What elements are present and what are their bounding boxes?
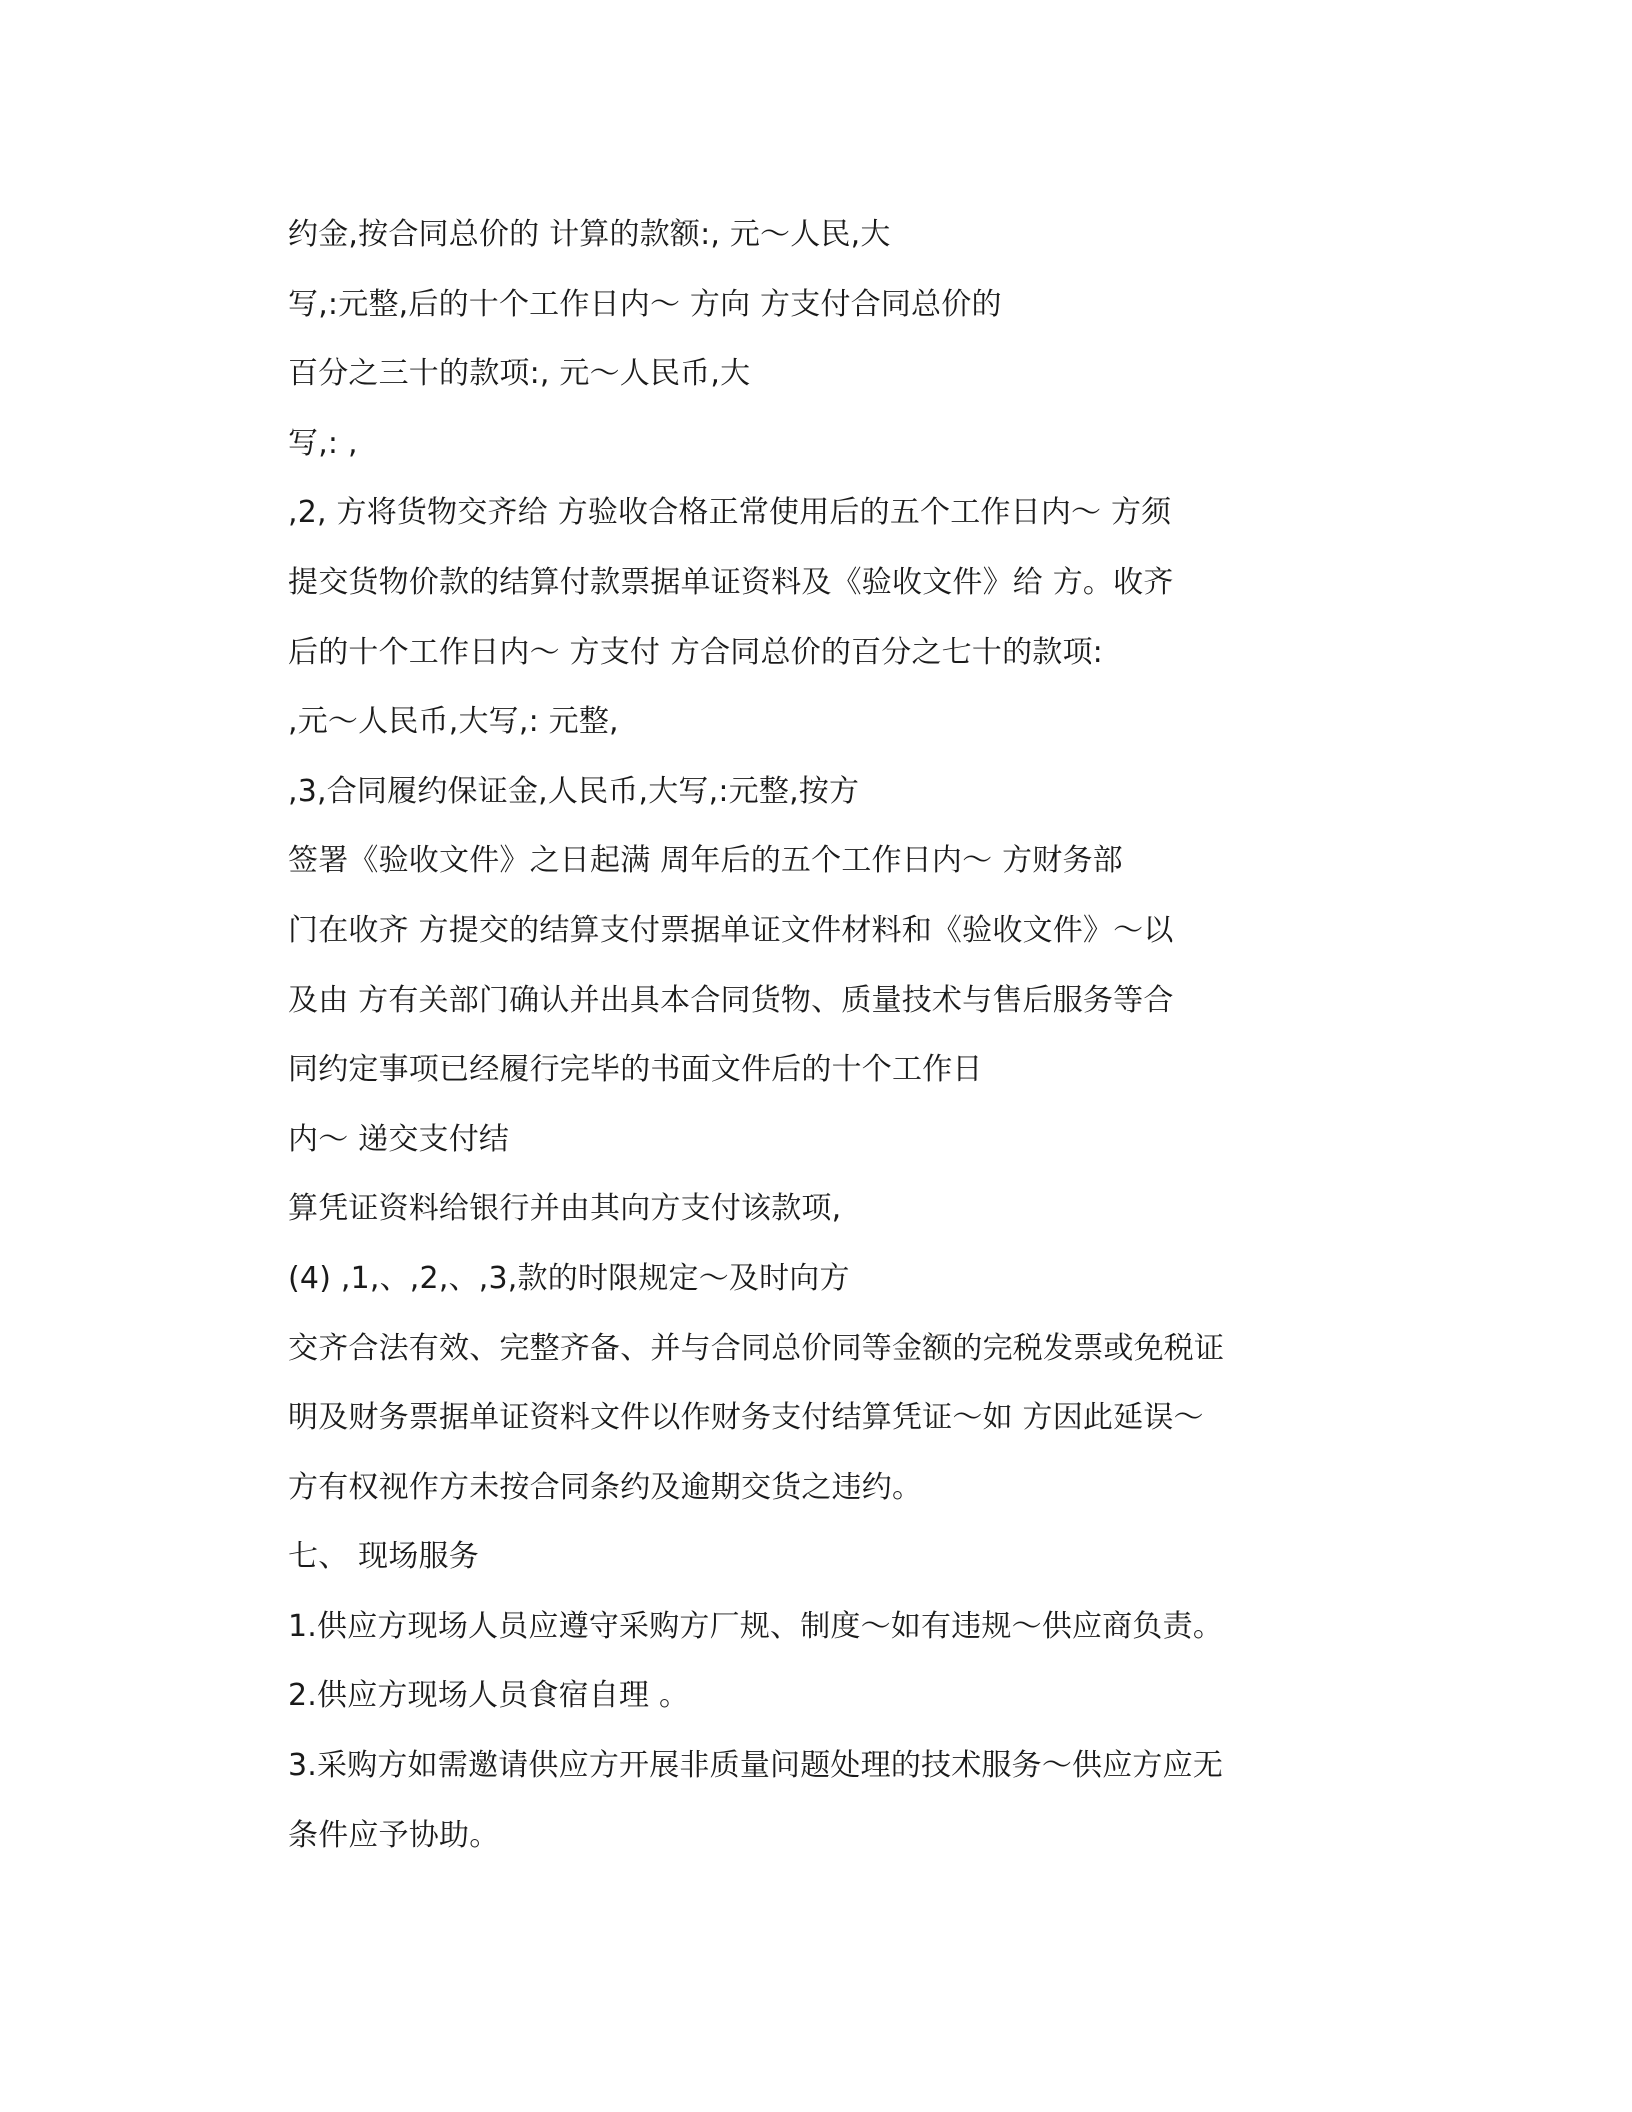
text-line: 同约定事项已经履行完毕的书面文件后的十个工作日 — [288, 1052, 983, 1088]
text-line: ,3,合同履约保证金,人民币,大写,:元整,按方 — [288, 773, 860, 809]
text-line: 1.供应方现场人员应遵守采购方厂规、制度～如有违规～供应商负责。 — [288, 1608, 1224, 1644]
text-line: 交齐合法有效、完整齐备、并与合同总价同等金额的完税发票或免税证 — [288, 1330, 1225, 1366]
text-line: 明及财务票据单证资料文件以作财务支付结算凭证～如 方因此延误～ — [288, 1400, 1204, 1436]
text-line: 提交货物价款的结算付款票据单证资料及《验收文件》给 方。收齐 — [288, 564, 1174, 600]
text-line: 算凭证资料给银行并由其向方支付该款项, — [288, 1191, 842, 1227]
text-line: 写,: , — [288, 425, 358, 461]
text-line: ,元～人民币,大写,: 元整, — [288, 704, 619, 740]
text-line: ,2, 方将货物交齐给 方验收合格正常使用后的五个工作日内～ 方须 — [288, 495, 1172, 531]
text-line: 后的十个工作日内～ 方支付 方合同总价的百分之七十的款项: — [288, 634, 1103, 670]
text-line: 2.供应方现场人员食宿自理 。 — [288, 1678, 690, 1714]
text-line: 方有权视作方未按合同条约及逾期交货之违约。 — [288, 1469, 923, 1505]
contract-text-body — [288, 200, 1348, 1870]
text-line: 约金,按合同总价的 计算的款额:, 元～人民,大 — [288, 217, 891, 252]
text-line: 写,:元整,后的十个工作日内～ 方向 方支付合同总价的 — [288, 286, 1002, 322]
text-line: 内～ 递交支付结 — [288, 1121, 510, 1157]
text-line: (4) ,1,、,2,、,3,款的时限规定～及时向方 — [288, 1260, 850, 1296]
text-line: 门在收齐 方提交的结算支付票据单证文件材料和《验收文件》～以 — [288, 912, 1174, 948]
text-line: 及由 方有关部门确认并出具本合同货物、质量技术与售后服务等合 — [288, 982, 1174, 1018]
section-heading: 七、 现场服务 — [288, 1539, 479, 1575]
text-line: 签署《验收文件》之日起满 周年后的五个工作日内～ 方财务部 — [288, 843, 1123, 879]
text-line: 百分之三十的款项:, 元～人民币,大 — [288, 356, 751, 392]
text-line: 3.采购方如需邀请供应方开展非质量问题处理的技术服务～供应方应无 — [288, 1748, 1224, 1784]
text-line: 条件应予协助。 — [288, 1817, 500, 1853]
